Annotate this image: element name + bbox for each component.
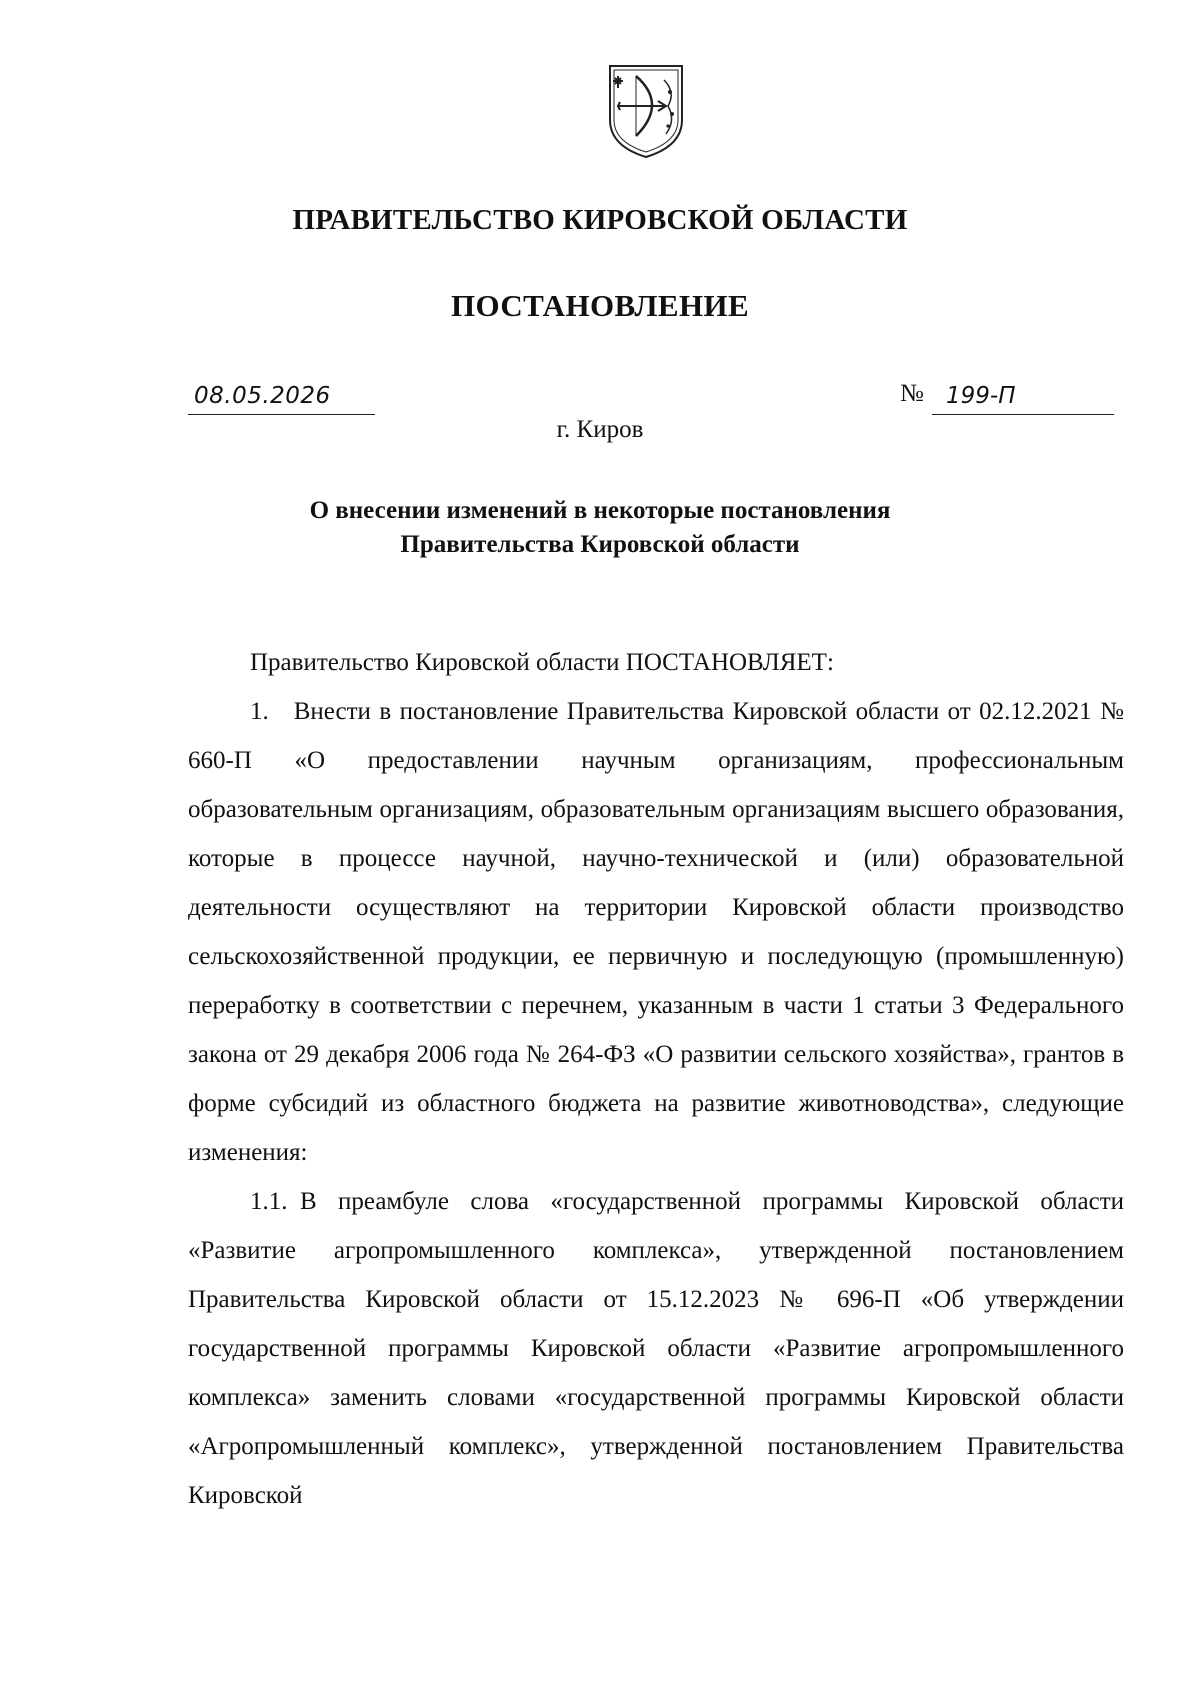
title-line-1: О внесении изменений в некоторые постановления (309, 497, 891, 524)
resolution-lead: Правительство Кировской области ПОСТАНОВЛЯЕТ: (250, 649, 834, 676)
city-line: г. Киров (556, 416, 644, 443)
title-line-2: Правительства Кировской области (400, 531, 800, 558)
document-body (188, 638, 1124, 1520)
document-number: 199-П (932, 381, 1114, 415)
coat-of-arms-icon (606, 62, 686, 160)
item-1-paragraph: 1. Внести в постановление Правительства Кировской области от 02.12.2021 № 660-П «О предоставлении научным организациям, профессиональным образовательным организациям, образовательным организациям высшего образования, которые в процессе научной, научно-технической и (или) образовательной деятельности осуществляют на территории Кировской области производство сельскохозяйственной продукции, ее первичную и последующую (промышленную) переработку в соответствии с перечнем, указанным в части 1 статьи 3 Федерального закона от 29 декабря 2006 года № 264-ФЗ «О развитии сельского хозяйства», грантов в форме субсидий из областного бюджета на развитие животноводства», следующие изменения: (188, 698, 1124, 1166)
item-1-1-paragraph: 1.1. В преамбуле слова «государственной программы Кировской области «Развитие агропромышленного комплекса», утвержденной постановлением Правительства Кировской области от 15.12.2023 № 696-П «Об утверждении государственной программы Кировской области «Развитие агропромышленного комплекса» заменить словами «государственной программы Кировской области «Агропромышленный комплекс», утвержденной постановлением Правительства Кировской (188, 1188, 1124, 1509)
document-type-heading: ПОСТАНОВЛЕНИЕ (450, 288, 750, 323)
organization-heading: ПРАВИТЕЛЬСТВО КИРОВСКОЙ ОБЛАСТИ (292, 204, 908, 236)
number-label: № (900, 380, 924, 407)
document-date: 08.05.2026 (188, 381, 375, 415)
document-title (0, 494, 1200, 562)
